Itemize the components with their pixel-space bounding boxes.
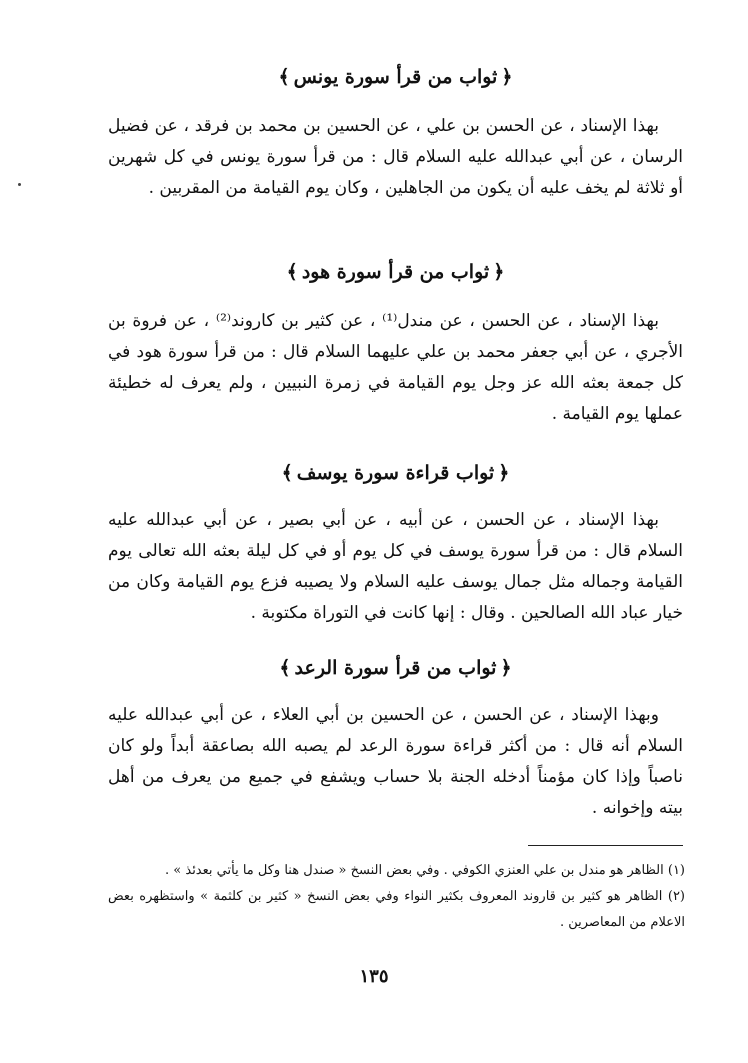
section-heading-yunus [108,66,683,88]
heading-bracket-open: ﴿ [493,261,505,283]
footnote-1: (١) الظاهر هو مندل بن علي العنزي الكوفي . وفي بعض النسخ « صندل هنا وكل ما يأتي بعدئذ » . [165,863,685,878]
footnotes [108,858,685,936]
section-heading-hud [108,261,683,283]
heading-title: ثواب قراءة سورة يوسف [296,462,495,484]
heading-title: ثواب من قرأ سورة هود [301,261,490,283]
heading-bracket-close: ﴾ [279,657,291,679]
footnote-divider [528,845,683,846]
heading-title: ثواب من قرأ سورة يونس [293,66,498,88]
section-heading-yusuf [108,462,683,484]
section-body-raad [108,700,683,824]
paragraph: بهذا الإسناد ، عن الحسن بن علي ، عن الحسين بن محمد بن فرقد ، عن فضيل الرسان ، عن أبي عبدالله عليه السلام قال : من قرأ سورة يونس في كل شهرين أو ثلاثة لم يخف عليه أن يكون من الجاهلين ، وكان يوم القيامة من المقربين . [108,116,683,198]
section-body-yusuf [108,505,683,629]
heading-bracket-open: ﴿ [498,462,510,484]
heading-bracket-close: ﴾ [278,66,290,88]
heading-bracket-close: ﴾ [281,462,293,484]
heading-bracket-close: ﴾ [286,261,298,283]
heading-bracket-open: ﴿ [500,657,512,679]
section-body-yunus [108,111,683,204]
section-body-hud [108,306,683,430]
page-number: ١٣٥ [359,966,389,987]
section-heading-raad [108,657,683,679]
heading-bracket-open: ﴿ [501,66,513,88]
paragraph: وبهذا الإسناد ، عن الحسن ، عن الحسين بن أبي العلاء ، عن أبي عبدالله عليه السلام أنه قال : من أكثر قراءة سورة الرعد لم يصبه الله بصاعقة أبداً ولو كان ناصباً وإذا كان مؤمناً أدخله الجنة بلا حساب ويشفع في جميع من يعرف من أهل بيته وإخوانه . [108,705,683,818]
heading-title: ثواب من قرأ سورة الرعد [294,657,497,679]
footnote-2: (٢) الظاهر هو كثير بن قاروند المعروف بكثير النواء وفي بعض النسخ « كثير بن كلثمة » واستظهره بعض الاعلام من المعاصرين . [108,889,685,930]
paragraph: بهذا الإسناد ، عن الحسن ، عن أبيه ، عن أبي بصير ، عن أبي عبدالله عليه السلام قال : من قرأ سورة يوسف في كل يوم أو في كل ليلة بعثه الله تعالى يوم القيامة وجماله مثل جمال يوسف عليه السلام ولا يصيبه فزع يوم القيامة وكان من خيار عباد الله الصالحين . وقال : إنها كانت في التوراة مكتوبة . [108,510,683,623]
scan-speck [18,183,21,186]
paragraph: بهذا الإسناد ، عن الحسن ، عن مندل⁽¹⁾ ، عن كثير بن كاروند⁽²⁾ ، عن فروة بن الأجري ، عن أبي جعفر محمد بن علي عليهما السلام قال : من قرأ سورة هود في كل جمعة بعثه الله عز وجل يوم القيامة في زمرة النبيين ، ولم يعرف له خطيئة عملها يوم القيامة . [108,311,683,424]
